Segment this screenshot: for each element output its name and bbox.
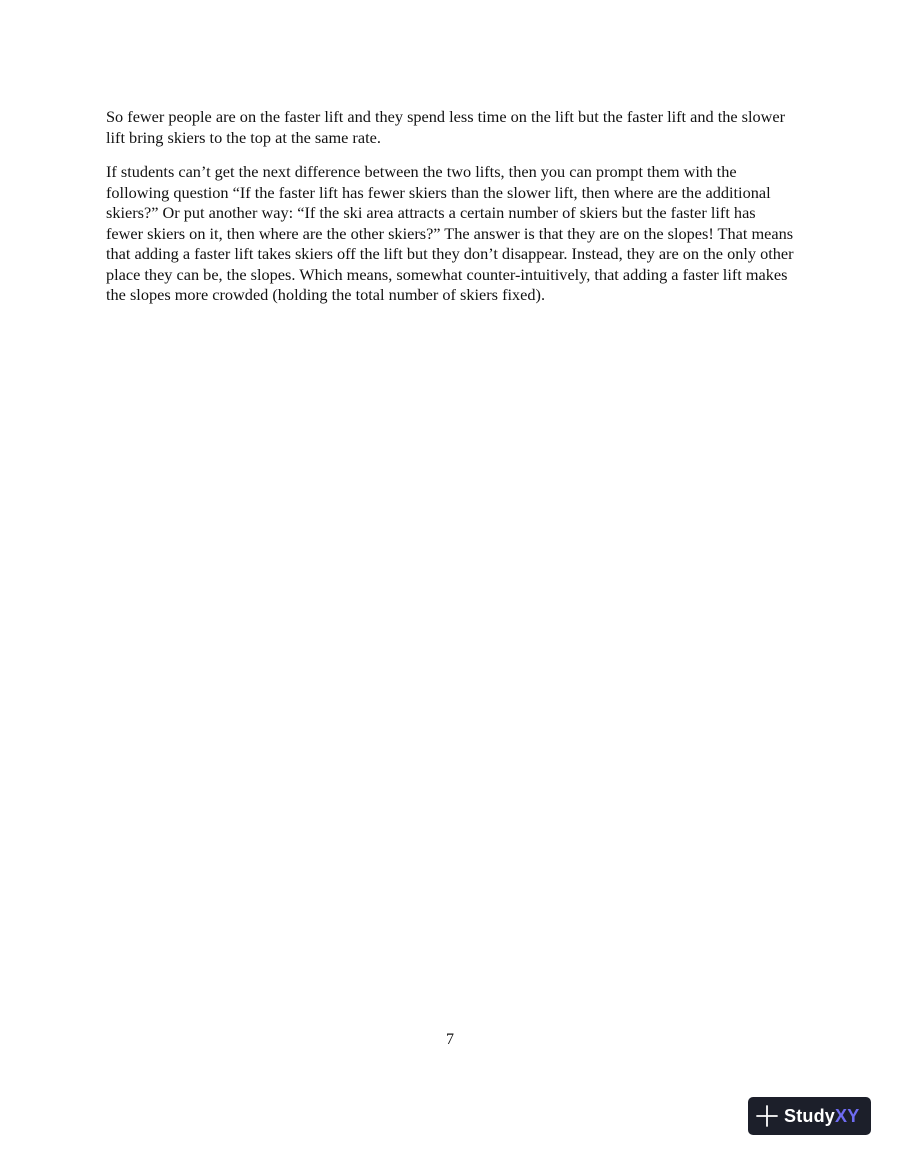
brand-name-study: Study	[784, 1106, 836, 1126]
brand-name-xy: XY	[835, 1106, 860, 1126]
studyxy-logo-badge[interactable]	[748, 1097, 871, 1135]
paragraph-1: So fewer people are on the faster lift and they spend less time on the lift but the faster lift and the slower lift bring skiers to the top at the same rate.	[106, 107, 786, 147]
paragraph-2: If students can’t get the next difference between the two lifts, then you can prompt them with the following question “If the faster lift has fewer skiers than the slower lift, then where are the additional skiers?” Or put another way: “If the ski area attracts a certain number of skiers but the faster lift has fewer skiers on it, then where are the other skiers?” The answer is that they are on the slopes! That means that adding a faster lift takes skiers off the lift but they don’t disappear. Instead, they are on the only other place they can be, the slopes. Which means, somewhat counter-intuitively, that adding a faster lift makes the slopes more crowded (holding the total number of skiers fixed).	[106, 162, 794, 304]
plus-icon	[756, 1105, 778, 1127]
brand-name	[784, 1106, 859, 1126]
page-number: 7	[446, 1031, 454, 1048]
document-body	[106, 107, 796, 320]
